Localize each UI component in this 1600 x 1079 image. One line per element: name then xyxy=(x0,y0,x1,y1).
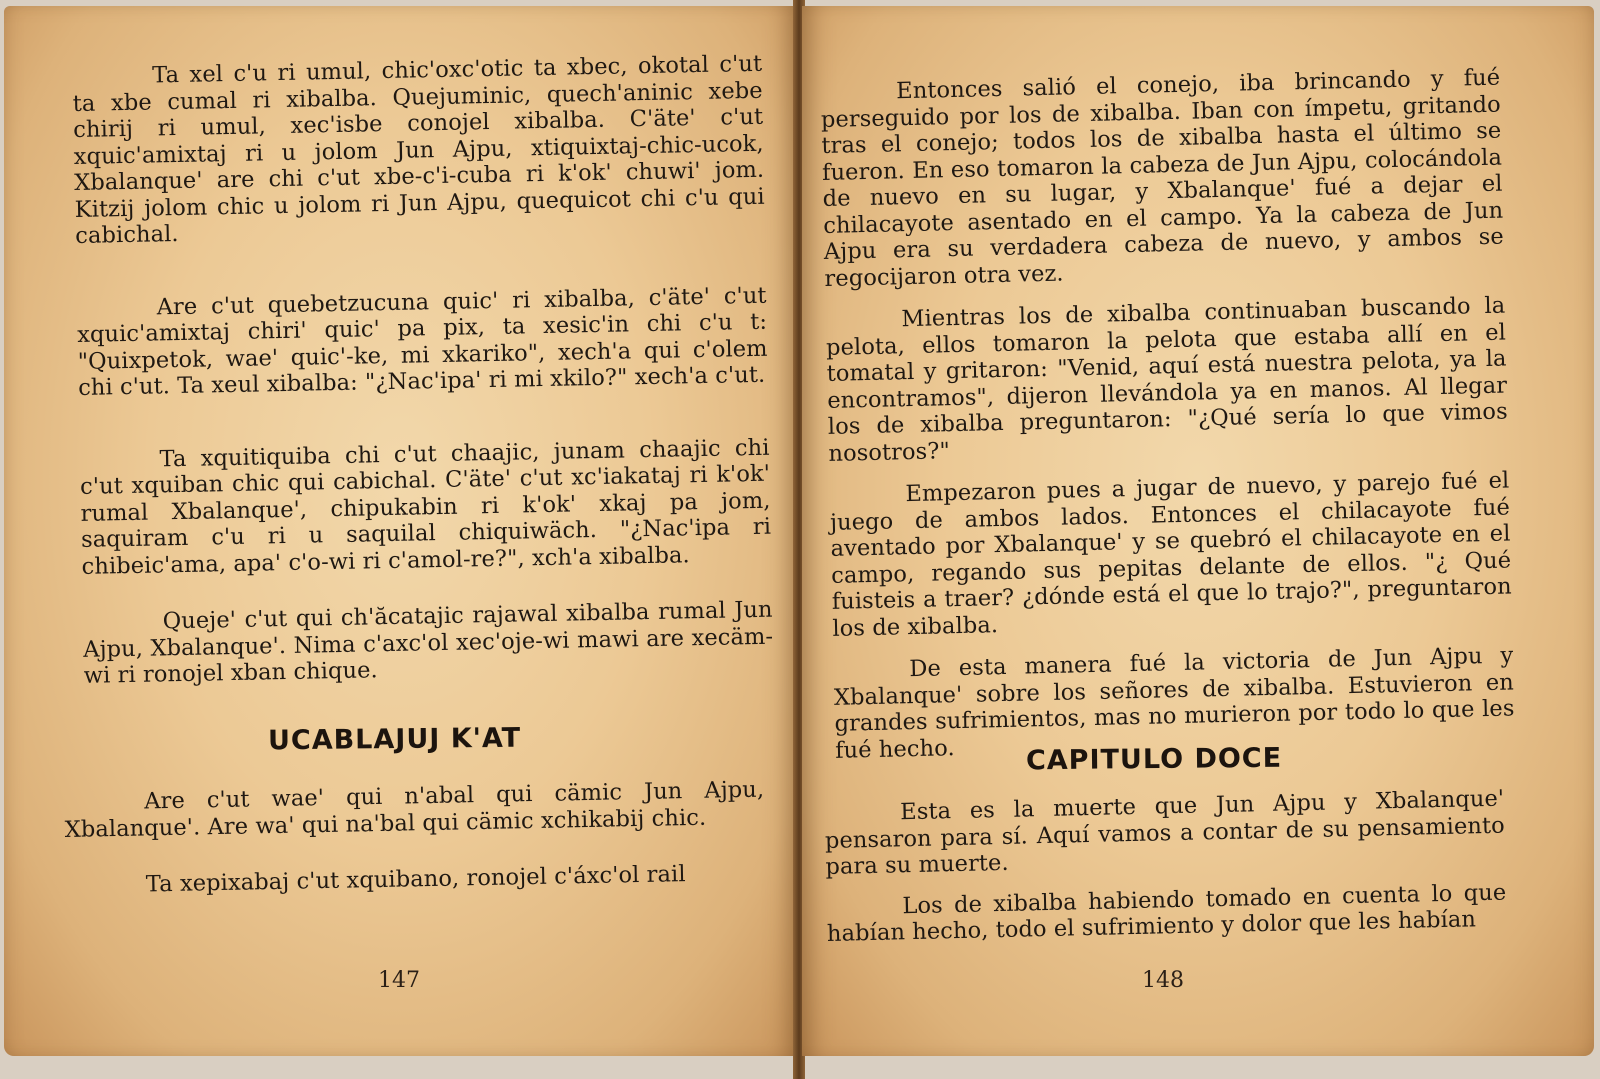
paragraph: Ta xel c'u ri umul, chic'oxc'otic ta xbec, okotal c'ut ta xbe cumal ri xibalba. Quejuminic, quech'aninic xebe chirij ri umul, xec'isbe conojel xibalba. C'äte' c'ut xquic'amixtaj ri u jolom Jun Ajpu, xtiquixtaj-chic-ucok, Xbalanque' are chi c'ut xbe-c'i-cuba ri k'ok' chuwi' jom. Kitzij jolom chic u jolom ri Jun Ajpu, quequicot chi c'u qui cabichal. xyxy=(72,50,765,249)
right-page-body-bottom xyxy=(824,786,1507,948)
right-page-body-top xyxy=(820,65,1515,764)
paragraph: Empezaron pues a jugar de nuevo, y parejo fué el juego de ambos lados. Entonces el chilacayote fué aventado por Xbalanque' y se quebró el chilacayote en el campo, regando sus pepitas delante de ellos. "¿ Qué fuisteis a traer? ¿dónde está el que lo trajo?", preguntaron los de xibalba. xyxy=(829,467,1512,642)
paragraph: Esta es la muerte que Jun Ajpu y Xbalanque' pensaron para sí. Aquí vamos a contar de su pensamiento para su muerte. xyxy=(824,785,1506,880)
paragraph: Ta xquitiquiba chi c'ut chaajic, junam chaajic chi c'ut xquiban chic qui cabichal. C'äte' c'ut xc'iakataj ri k'ok' rumal Xbalanque', chipukabin ri k'ok' xkaj pa jom, saquiram c'u ri u saquilal chiquiwäch. "¿Nac'ipa ri chibeic'ama, apa' c'o-wi ri c'amol-re?", xch'a xibalba. xyxy=(79,434,772,580)
paragraph: De esta manera fué la victoria de Jun Ajpu y Xbalanque' sobre los señores de xibalba. Estuvieron en grandes sufrimientos, mas no murieron por todo lo que les fué hecho. xyxy=(833,642,1515,764)
left-page-body-top xyxy=(72,51,774,690)
page-number: 147 xyxy=(378,968,420,993)
left-page xyxy=(4,6,796,1056)
paragraph: Los de xibalba habiendo tomado en cuenta lo que habían hecho, todo el sufrimiento y dolor que les habían xyxy=(826,879,1507,947)
paragraph: Are c'ut quebetzucuna quic' ri xibalba, c'äte' c'ut xquic'amixtaj chiri' quic' pa pix, ta xesic'in chi c'u t: "Quixpetok, wae' quic'-ke, mi xkariko", xech'a qui c'olem chi c'ut. Ta xeul xibalba: "¿Nac'ipa' ri mi xkilo?" xech'a c'ut. xyxy=(76,282,768,401)
chapter-heading: CAPITULO DOCE xyxy=(1025,742,1283,777)
right-page xyxy=(802,6,1594,1056)
paragraph: Entonces salió el conejo, iba brincando y fué perseguido por los de xibalba. Iban con ímpetu, gritando tras el conejo; todos los de xibalba hasta el último se fueron. En eso tomaron la cabeza de Jun Ajpu, colocándola de nuevo en su lugar, y Xbalanque' fué a dejar el chilacayote asentado en el campo. Ya la cabeza de Jun Ajpu era su verdadera cabeza de nuevo, y ambos se regocijaron otra vez. xyxy=(820,64,1505,292)
left-page-body-bottom xyxy=(64,777,766,900)
paragraph: Ta xepixabaj c'ut xquibano, ronojel c'áxc'ol rail xyxy=(145,861,686,898)
paragraph: Mientras los de xibalba continuaban buscando la pelota, ellos tomaron la pelota que estaba allí en el tomatal y gritaron: "Venid, aquí está nuestra pelota, ya la encontramos", dijeron llevándola ya en manos. Al llegar los de xibalba preguntaron: "¿Qué sería lo que vimos nosotros?" xyxy=(825,292,1508,467)
page-number: 148 xyxy=(1142,968,1184,993)
paragraph: Queje' c'ut qui ch'ăcatajic rajawal xibalba rumal Jun Ajpu, Xbalanque'. Nima c'axc'ol xec'oje-wi mawi are xecäm-wi ri ronojel xban chique. xyxy=(82,596,774,689)
paragraph: Are c'ut wae' qui n'abal qui cämic Jun Ajpu, Xbalanque'. Are wa' qui na'bal qui cämic xchikabij chic. xyxy=(64,776,765,843)
chapter-heading: UCABLAJUJ K'AT xyxy=(267,722,522,757)
